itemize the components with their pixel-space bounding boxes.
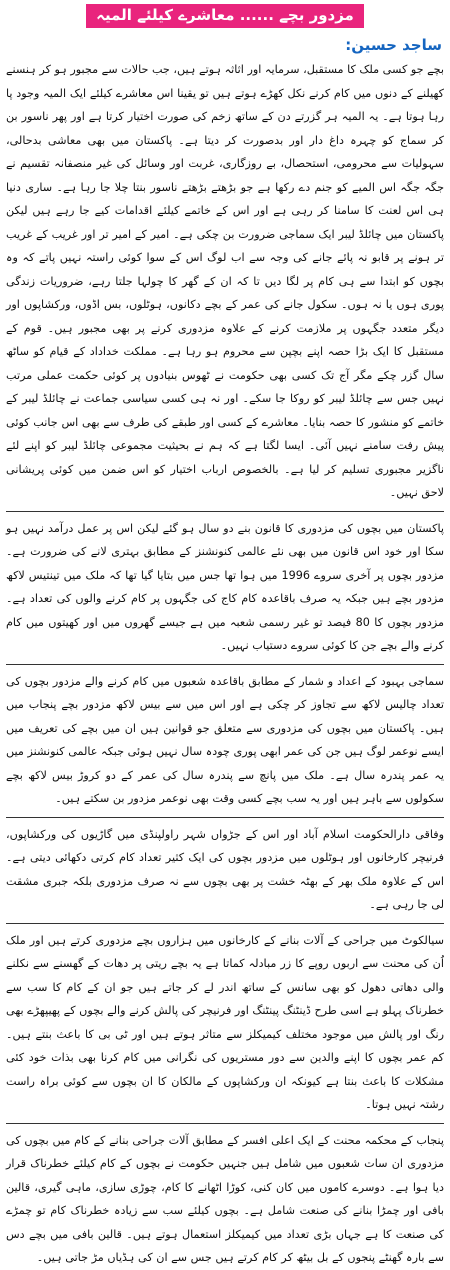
article-paragraph-2: پاکستان میں بچوں کی مزدوری کا قانون بنے دو سال ہو گئے لیکن اس پر عمل درآمد نہیں ہو سکا اور خود اس قانون میں بھی نئے عالمی کنونشنز کے مطابق بہتری لانے کی ضرورت ہے۔ مزدور بچوں پر آخری سروے 1996 میں ہوا تھا جس میں بتایا گیا تھا کہ ملک میں تینتیس لاکھ مزدور بچے ہیں جبکہ یہ صرف باقاعدہ کام کاج کی جگہوں پر کام کرنے والوں کی تعداد ہے۔ مزدور بچوں کا 80 فیصد تو غیر رسمی شعبہ میں ہے جیسے گھروں میں اور کھیتوں میں کام کرنے والے بچے جن کا کوئی سروے دستیاب نہیں۔ xyxy=(6,521,445,652)
article-paragraph-6: پنجاب کے محکمہ محنت کے ایک اعلی افسر کے مطابق آلات جراحی بنانے کے کام میں بچوں کی مزدوری ان سات شعبوں میں شامل ہیں جنہیں حکومت نے بچوں کے کام کیلئے خطرناک قرار دیا ہوا ہے۔ دوسرے کاموں میں کان کنی، کوڑا اٹھانے کا کام، چوڑی سازی، ماہی گیری، قالین بافی اور چمڑا بنانے کی صنعت شامل ہے۔ بچوں کیلئے سب سے زیادہ خطرناک کام تو چمڑے کی صنعت کا ہے جہاں بڑی تعداد میں کیمیکلز استعمال ہوتے ہیں۔ قالین بافی میں بچے دس سے بارہ گھنٹے پنجوں کے بل بیٹھ کر کام کرتے ہیں جس سے ان کی ہڈیاں مڑ جاتی ہیں۔ xyxy=(6,1133,444,1264)
headline-banner-wrap xyxy=(6,4,444,28)
author-byline: ساجد حسین: xyxy=(345,36,442,54)
paragraph-divider xyxy=(6,511,444,512)
article-paragraph-4: وفاقی دارالحکومت اسلام آباد اور اس کے جڑواں شہر راولپنڈی میں گاڑیوں کی ورکشاپوں، فرنیچر کارخانوں اور ہوٹلوں میں مزدور بچوں کی ایک کثیر تعداد کام کرتی دکھائی دیتی ہے۔ اس کے علاوہ ملک بھر کے بھٹہ خشت پر بھی بچوں سے نہ صرف مزدوری بلکہ جبری مشقت لی جا رہی ہے۔ xyxy=(6,827,444,911)
paragraph-divider xyxy=(6,664,444,665)
headline-banner: مزدور بچے ...... معاشرے کیلئے المیہ xyxy=(86,4,364,28)
paragraph-divider xyxy=(6,1123,444,1124)
paragraph-divider xyxy=(6,923,444,924)
article-paragraph-3: سماجی بہبود کے اعداد و شمار کے مطابق باقاعدہ شعبوں میں کام کرنے والے مزدور بچوں کی تعداد چالیس لاکھ سے تجاوز کر چکی ہے اور اس میں سے بیس لاکھ مزدور بچے پنجاب میں ہیں۔ پاکستان میں بچوں کی مزدوری سے متعلق جو قوانین ہیں ان میں بچے کی تعریف میں ایسے نوعمر لوگ ہیں جن کی عمر ابھی پوری چودہ سال نہیں ہوئی جبکہ عالمی کنونشنز میں یہ عمر پندرہ سال ہے۔ ملک میں پانچ سے پندرہ سال کی عمر کے دو کروڑ بیس لاکھ بچے سکولوں سے باہر ہیں اور یہ سب بچے کسی وقت بھی نوعمر مزدور بن سکتے ہیں۔ xyxy=(6,674,444,805)
article-paragraph-5: سیالکوٹ میں جراحی کے آلات بنانے کے کارخانوں میں ہزاروں بچے مزدوری کرتے ہیں اور ملک اُن کی محنت سے اربوں روپے کا زر مبادلہ کماتا ہے یہ بچے ریتی پر دھات کے گھسنے سے نکلنے والی دھاتی دھول کو بھی سانس کے ساتھ اندر لے کر جاتے ہیں جو ان کے کام کا سب سے خطرناک پہلو ہے اسی طرح ڈینٹنگ پینٹنگ اور فرنیچر کی پالش کرنے والے بچوں کے پھیپھڑے بھی رنگ اور پالش میں موجود مختلف کیمیکلز سے متاثر ہوتے ہیں اور ٹی بی کا باعث بنتے ہیں۔ کم عمر بچوں کا اپنے والدین سے دور مستریوں کی نگرانی میں کام کرنا بھی بذات خود کئی مشکلات کا باعث بنتا ہے کیونکہ ان ورکشاپوں کے مالکان کا ان بچوں سے کوئی براہ راست رشتہ نہیں ہوتا۔ xyxy=(6,933,444,1111)
paragraph-divider xyxy=(6,817,444,818)
article-paragraph-1: بچے جو کسی ملک کا مستقبل، سرمایہ اور اثاثہ ہوتے ہیں، جب حالات سے مجبور ہو کر ہنسنے کھیلنے کے دنوں میں کام کرنے نکل کھڑے ہوتے ہیں تو یقینا اس معاشرے کیلئے ایک المیہ وجود پا رہا ہوتا ہے۔ یہ المیہ ہر گزرتے دن کے ساتھ زخم کی صورت اختیار کرتا ہے اور پھر ناسور بن کر سماج کو چہرہ داغ دار اور بدصورت کر دیتا ہے۔ پاکستان میں بھی معاشی بدحالی، سہولیات سے محرومی، استحصال، بے روزگاری، غربت اور وسائل کی غیر منصفانہ تقسیم نے جگہ جگہ اس المیے کو جنم دے رکھا ہے جو بڑھتے بڑھتے ناسور بنتا چلا جا رہا ہے۔ ساری دنیا ہی اس لعنت کا سامنا کر رہی ہے اور اس کے خاتمے کیلئے اقدامات کیے جا رہے ہیں لیکن پاکستان میں چائلڈ لیبر ایک سماجی ضرورت بن چکی ہے۔ امیر کے امیر تر اور غریب کے غریب تر ہونے پر قابو نہ پائے جانے کی وجہ سے اب لوگ اس کے سوا کوئی راستہ نہیں پاتے کہ وہ بچوں کو ابتدا سے ہی کام پر لگا دیں تا کہ ان کے گھر کا چولہا جلتا رہے، ضروریات زندگی پوری ہوں یا نہ ہوں۔ سکول جانے کی عمر کے بچے دکانوں، ہوٹلوں، بس اڈوں، ورکشاپوں اور دیگر متعدد جگہوں پر ملازمت کرنے کے علاوہ مزدوری کرنے پر بھی مجبور ہیں۔ قوم کے مستقبل کا ایک بڑا حصہ اپنے بچپن سے محروم ہو رہا ہے۔ مملکت خداداد کے قیام کو ساٹھ سال گزر چکے مگر آج تک کسی بھی حکومت نے ٹھوس بنیادوں پر کوئی حکمت عملی مرتب نہیں جس سے چائلڈ لیبر کو روکا جا سکے۔ اور نہ ہی کسی سیاسی جماعت نے چائلڈ لیبر کے خاتمے کو منشور کا حصہ بنایا۔ معاشرے کے کسی اور طبقے کی طرف سے بھی اس جانب کوئی پیش رفت سامنے نہیں آئی۔ ایسا لگتا ہے کہ ہم نے بحیثیت مجموعی چائلڈ لیبر کو اپنے لئے ناگزیر مجبوری تسلیم کر لیا ہے۔ بالخصوص ارباب اختیار کو اس ضمن میں کوئی پریشانی لاحق نہیں۔ xyxy=(6,63,444,499)
